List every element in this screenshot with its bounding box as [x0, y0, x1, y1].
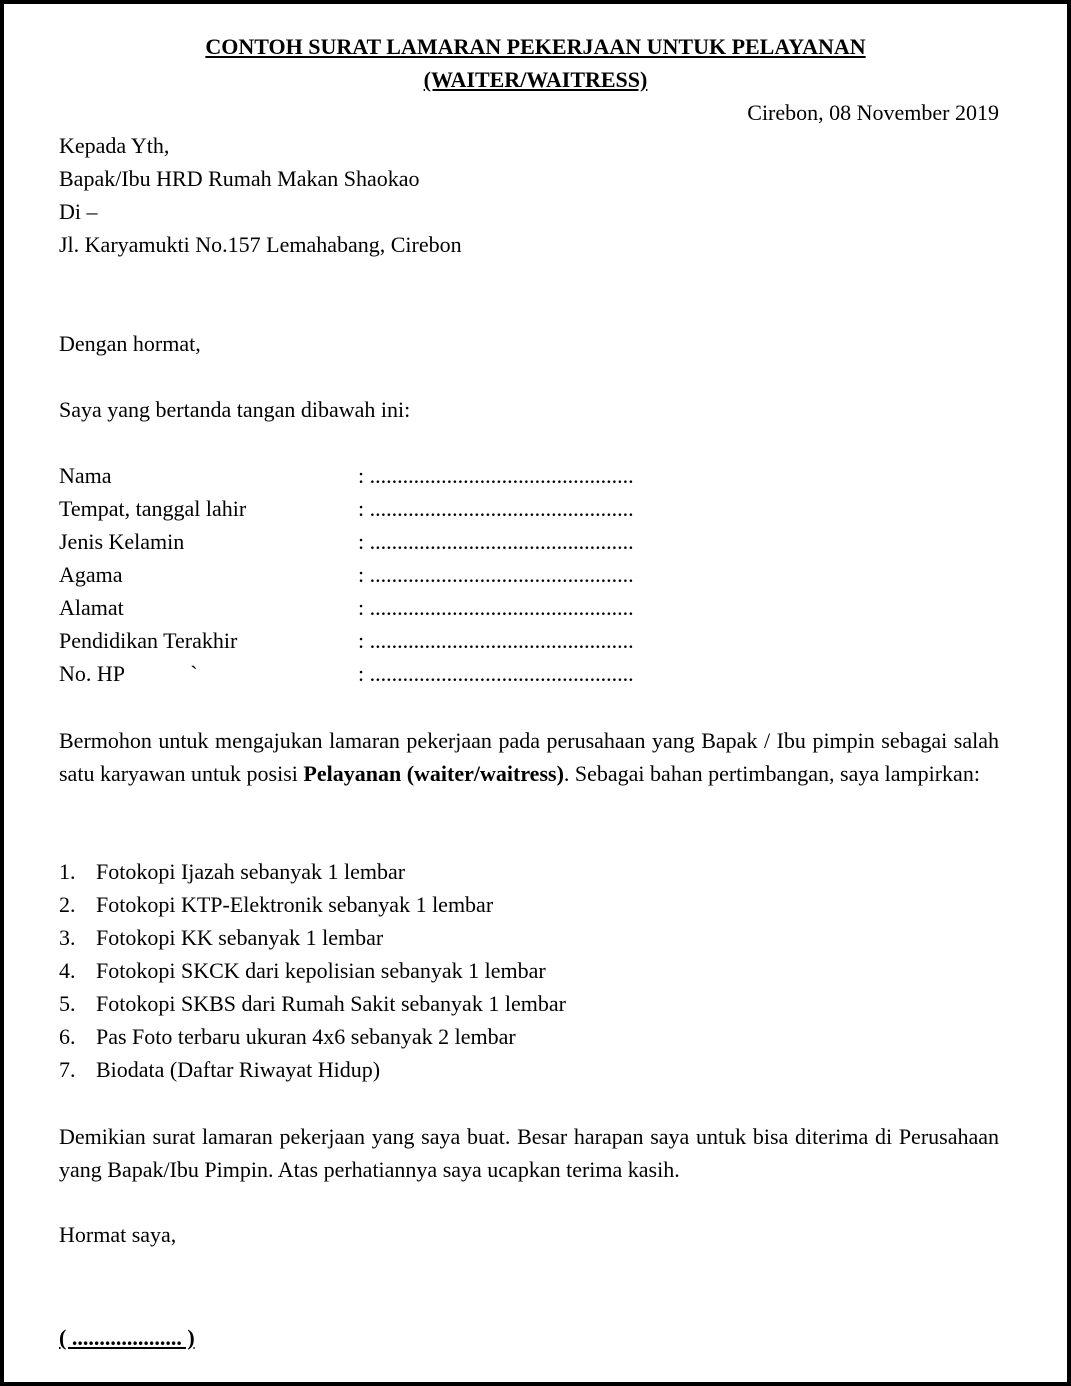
field-value-agama: : ................................................	[358, 562, 634, 587]
field-value-no-hp: : ................................................	[358, 661, 634, 686]
application-paragraph	[59, 724, 999, 790]
field-label-no-hp: No. HP `	[59, 661, 198, 686]
field-label-alamat: Alamat	[59, 595, 124, 620]
list-item: Fotokopi SKBS dari Rumah Sakit sebanyak 1 lembar	[96, 991, 566, 1016]
field-label-agama: Agama	[59, 562, 123, 587]
list-item-number: 7.	[59, 1057, 76, 1082]
regards: Hormat saya,	[59, 1222, 177, 1247]
field-label-jenis-kelamin: Jenis Kelamin	[59, 529, 185, 554]
field-value-alamat: : ................................................	[358, 595, 634, 620]
greeting: Dengan hormat,	[59, 331, 201, 356]
recipient-name: Bapak/Ibu HRD Rumah Makan Shaokao	[59, 166, 420, 191]
recipient-address: Jl. Karyamukti No.157 Lemahabang, Cirebon	[59, 232, 462, 257]
list-item-number: 4.	[59, 958, 76, 983]
list-item: Fotokopi KK sebanyak 1 lembar	[96, 925, 384, 950]
signature-line: ( .................... )	[59, 1325, 195, 1350]
recipient-salutation: Kepada Yth,	[59, 133, 170, 158]
letter-date: Cirebon, 08 November 2019	[747, 100, 999, 125]
field-value-jenis-kelamin: : ................................................	[358, 529, 634, 554]
list-item: Fotokopi Ijazah sebanyak 1 lembar	[96, 859, 406, 884]
field-value-nama: : ................................................	[358, 463, 634, 488]
field-value-pendidikan: : ................................................	[358, 628, 634, 653]
list-item: Biodata (Daftar Riwayat Hidup)	[96, 1057, 381, 1082]
field-label-nama: Nama	[59, 463, 112, 488]
application-text-before: Bermohon untuk mengajukan lamaran pekerjaan pada perusahaan yang Bapak / Ibu pimpin sebagai salah satu karyawan untuk posisi	[59, 728, 999, 786]
field-label-pendidikan: Pendidikan Terakhir	[59, 628, 238, 653]
list-item-number: 6.	[59, 1024, 76, 1049]
list-item: Fotokopi KTP-Elektronik sebanyak 1 lembar	[96, 892, 494, 917]
recipient-di: Di –	[59, 199, 98, 224]
closing-paragraph: Demikian surat lamaran pekerjaan yang saya buat. Besar harapan saya untuk bisa diterima di Perusahaan yang Bapak/Ibu Pimpin. Atas perhatiannya saya ucapkan terima kasih.	[59, 1124, 999, 1182]
application-text-after: . Sebagai bahan pertimbangan, saya lampirkan:	[563, 761, 980, 786]
list-item-number: 3.	[59, 925, 76, 950]
list-item-number: 2.	[59, 892, 76, 917]
position-name: Pelayanan (waiter/waitress)	[303, 761, 564, 786]
letter-title-line-2: (WAITER/WAITRESS)	[423, 67, 648, 92]
list-item: Pas Foto terbaru ukuran 4x6 sebanyak 2 lembar	[96, 1024, 516, 1049]
list-item-number: 1.	[59, 859, 76, 884]
field-value-ttl: : ................................................	[358, 496, 634, 521]
intro-text: Saya yang bertanda tangan dibawah ini:	[59, 397, 411, 422]
list-item-number: 5.	[59, 991, 76, 1016]
list-item: Fotokopi SKCK dari kepolisian sebanyak 1 lembar	[96, 958, 546, 983]
letter-title-line-1: CONTOH SURAT LAMARAN PEKERJAAN UNTUK PELAYANAN	[205, 34, 866, 59]
field-label-ttl: Tempat, tanggal lahir	[59, 496, 247, 521]
